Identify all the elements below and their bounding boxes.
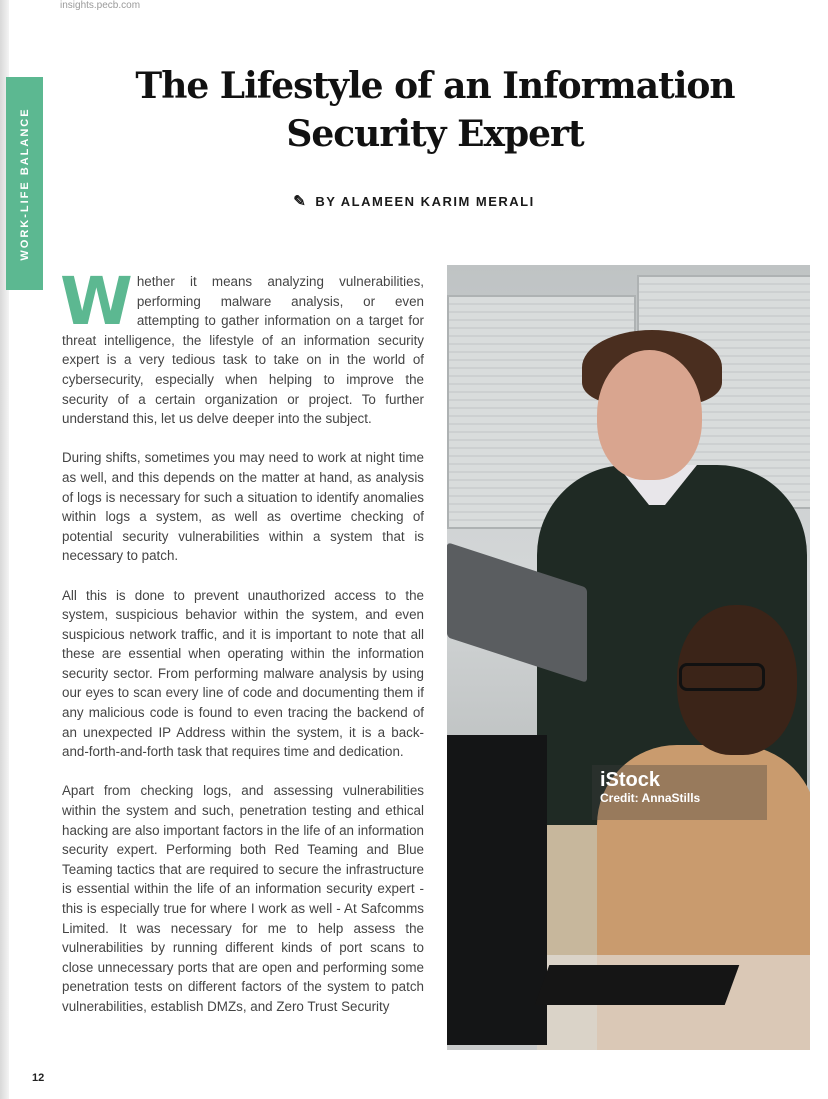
section-label: WORK-LIFE BALANCE: [18, 106, 31, 261]
byline: [0, 192, 828, 210]
paragraph: Whether it means analyzing vulnerabilities, performing malware analysis, or even attempting to gather information on a target for threat intelligence, the lifestyle of an information security expert is a very tedious task to take on in the world of cybersecurity, especially when helping to improve the security of a certain organization or project. To further understand this, let us delve deeper into the subject.: [60, 263, 424, 427]
article-body: [60, 263, 424, 1036]
paragraph: All this is done to prevent unauthorized access to the system, suspicious behavior within the system, and even suspicious network traffic, and it is important to note that all these are essential when operating within the information security sector. From performing malware analysis by using our eyes to scan every line of code and documenting them if any malicious code is found to even tracing the backend of an unexpected IP Address within the system, it is a back-and-forth-and-forth task that requires time and dedication.: [62, 587, 424, 760]
article-photo: [447, 265, 810, 1050]
photo-watermark: [592, 765, 767, 820]
paragraph: Apart from checking logs, and assessing vulnerabilities within the system and such, penetration testing and ethical hacking are also important factors in the life of an information security expert. Performing both Red Teaming and Blue Teaming tactics that are required to secure the infrastructure is essential within the life of an information security expert - this is especially true for where I work as well - At Safcomms Limited. It was necessary for me to help assess the vulnerabilities by running different kinds of port scans to close unnecessary ports that are open and performing some penetration tests on different factors of the system to patch vulnerabilities, establish DMZs, and Zero Trust Security: [62, 783, 424, 1014]
pen-icon: ✎: [293, 193, 308, 210]
article-title: The Lifestyle of an Information Security Expert: [135, 65, 735, 155]
section-tab: [6, 77, 43, 290]
keyboard: [535, 965, 740, 1005]
site-url: insights.pecb.com: [60, 0, 141, 11]
face: [597, 350, 702, 480]
watermark-brand: iStock: [600, 769, 661, 791]
monitor: [447, 735, 547, 1045]
photo-credit: Credit: AnnaStills: [600, 791, 701, 805]
page-number: 12: [32, 1072, 45, 1084]
author: BY ALAMEEN KARIM MERALI: [315, 194, 535, 209]
glasses: [679, 663, 765, 691]
drop-cap: W: [60, 263, 133, 340]
paragraph: During shifts, sometimes you may need to work at night time as well, and this depends on the matter at hand, as analysis of logs is necessary for such a situation to identify anomalies within logs a system, as well as overtime checking of potential security vulnerabilities within a system that is necessary to patch.: [62, 450, 424, 564]
